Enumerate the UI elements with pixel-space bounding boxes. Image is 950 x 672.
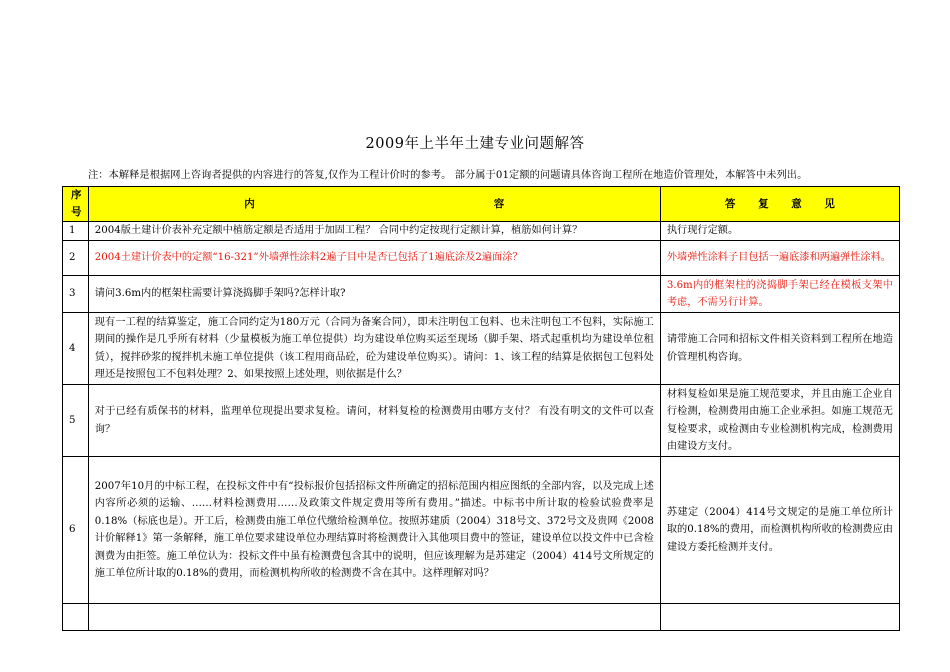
table-row <box>63 457 900 604</box>
qa-table <box>62 186 900 631</box>
row-number: 1 <box>63 222 89 241</box>
row-answer: 外墙弹性涂料子目包括一遍底漆和两遍弹性涂料。 <box>660 241 899 276</box>
header-no: 序号 <box>63 187 89 222</box>
row-answer: 苏建定（2004）414号文规定的是施工单位所计取的0.18%的费用，而检测机构所收的检测费应由建设方委托检测并支付。 <box>660 457 899 604</box>
table-row <box>63 241 900 276</box>
header-answer-label: 答复意见 <box>724 197 835 210</box>
document-title: 2009年上半年土建专业问题解答 <box>365 136 585 152</box>
header-answer <box>660 187 899 222</box>
row-answer: 3.6m内的框架柱的浇捣脚手架已经在模板支架中考虑，不需另行计算。 <box>660 276 899 313</box>
table-row <box>63 222 900 241</box>
header-question <box>88 187 660 222</box>
row-question: 2007年10月的中标工程，在投标文件中有“投标报价包括招标文件所确定的招标范围内相应图纸的全部内容，以及完成上述内容所必须的运输、……材料检测费用……及政策文件规定费用等所有费用。”描述。中标书中所计取的检验试验费率是0.18%（标底也是）。开工后，检测费由施工单位代缴给检测单位。按照苏建质（2004）318号文、372号文及贵网《2008计价解释1》第一条解释，施工单位要求建设单位办理结算时将检测费计入其他项目费中的签证，建设单位以投文件中已含检测费为由拒签。施工单位认为：投标文件中虽有检测费包含其中的说明，但应该理解为是苏建定（2004）414号文所规定的施工单位所计取的0.18%的费用，而检测机构所收的检测费不含在其中。这样理解对吗？ <box>88 457 660 604</box>
row-number: 4 <box>63 313 89 385</box>
table-header-row <box>63 187 900 222</box>
row-question: 对于已经有质保书的材料，监理单位现提出要求复检。请问，材料复检的检测费用由哪方支付？ 有没有明文的文件可以查询？ <box>88 385 660 457</box>
row-answer: 执行现行定额。 <box>660 222 899 241</box>
row-number: 2 <box>63 241 89 276</box>
row-number: 3 <box>63 276 89 313</box>
header-question-label: 内容 <box>244 197 505 210</box>
row-question: 2004版土建计价表补充定额中植筋定额是否适用于加固工程？ 合同中约定按现行定额计算，植筋如何计算？ <box>88 222 660 241</box>
row-number: 5 <box>63 385 89 457</box>
row-question: 2004土建计价表中的定额“16-321”外墙弹性涂料2遍子目中是否已包括了1遍底涂及2遍面涂？ <box>88 241 660 276</box>
table-row <box>63 276 900 313</box>
disclaimer-note: 注：本解释是根据网上咨询者提供的内容进行的答复,仅作为工程计价时的参考。 部分属于01定额的问题请具体咨询工程所在地造价管理处，本解答中未列出。 <box>88 170 808 181</box>
table-row <box>63 313 900 385</box>
row-question-empty <box>88 604 660 631</box>
table-row-partial <box>63 604 900 631</box>
row-answer-empty <box>660 604 899 631</box>
row-question: 请问3.6m内的框架柱需要计算浇捣脚手架吗?怎样计取? <box>88 276 660 313</box>
table-row <box>63 385 900 457</box>
row-question: 现有一工程的结算鉴定，施工合同约定为180万元（合同为备案合同），即未注明包工包料、也未注明包工不包料，实际施工期间的操作是几乎所有材料（少量模板为施工单位提供）均为建设单位购买运至现场（脚手架、塔式起重机均为建设单位租赁），搅拌砂浆的搅拌机未施工单位提供（该工程用商品砼，砼为建设单位购买）。请问：1、该工程的结算是依据包工包料处理还是按照包工不包料处理？2、如果按照上述处理，则依据是什么？ <box>88 313 660 385</box>
row-number-empty <box>63 604 89 631</box>
row-answer: 请带施工合同和招标文件相关资料到工程所在地造价管理机构咨询。 <box>660 313 899 385</box>
row-number: 6 <box>63 457 89 604</box>
row-answer: 材料复检如果是施工规范要求，并且由施工企业自行检测，检测费用由施工企业承担。如施工规范无复检要求，或检测由专业检测机构完成，检测费用由建设方支付。 <box>660 385 899 457</box>
